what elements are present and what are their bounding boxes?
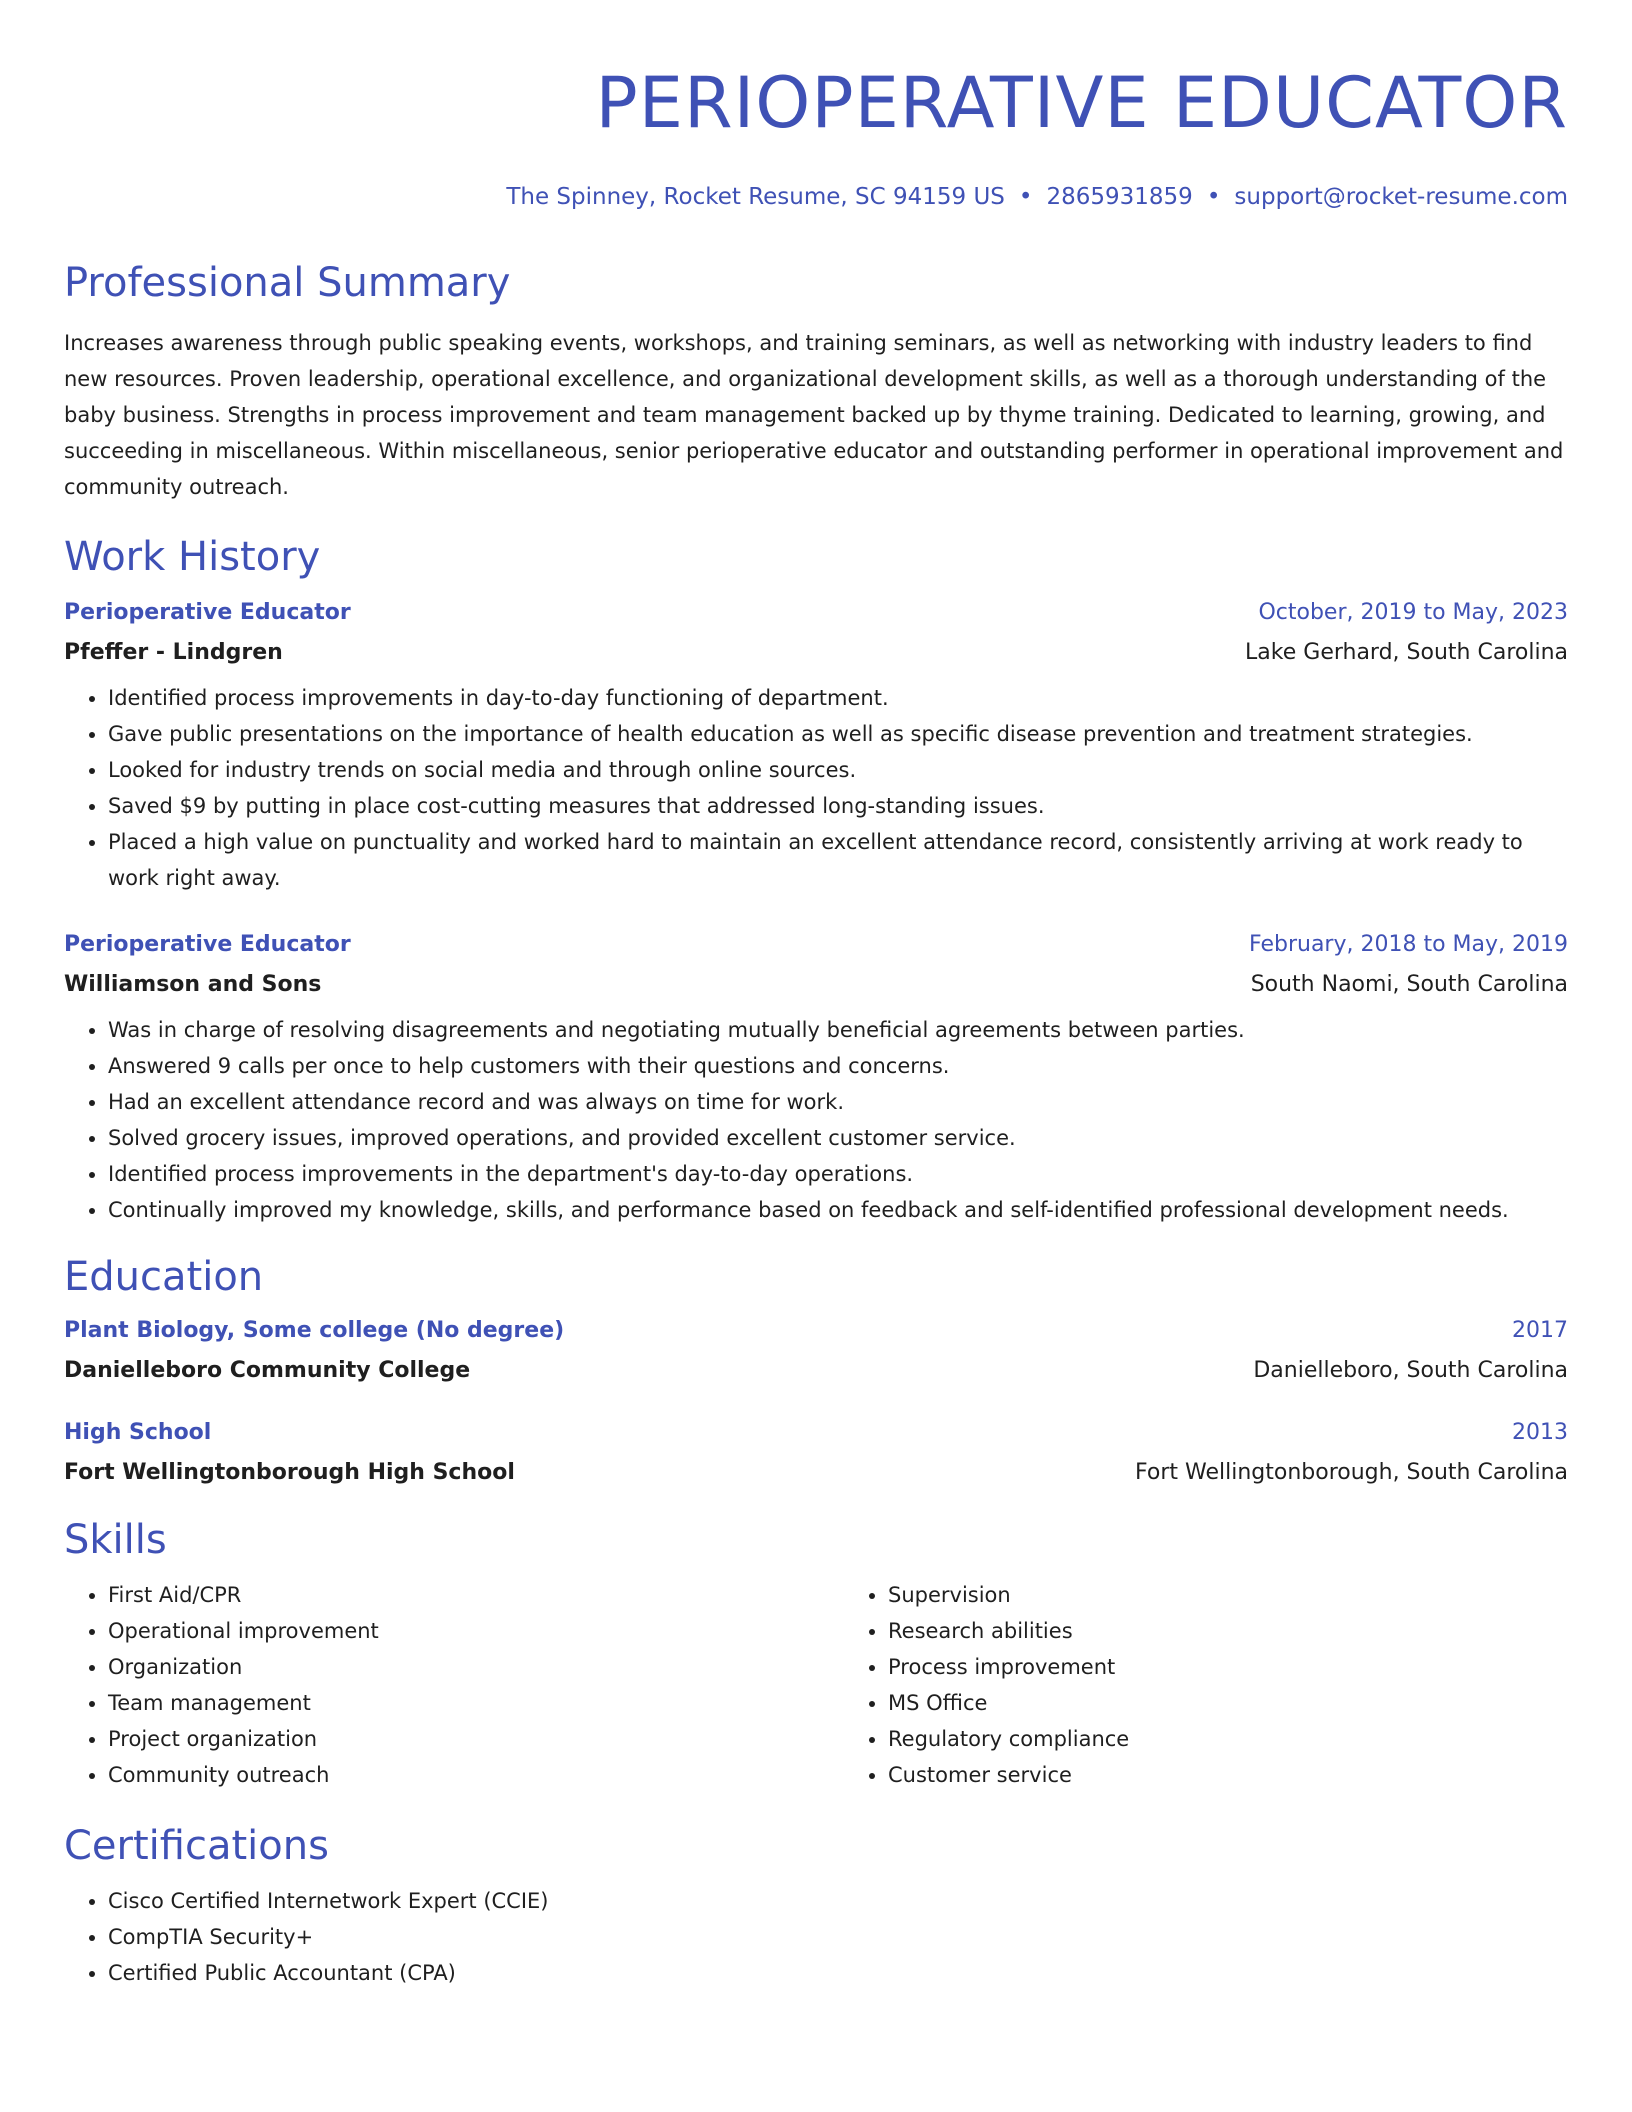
resume-title: PERIOPERATIVE EDUCATOR — [595, 62, 1568, 144]
skills-list — [64, 1577, 1568, 1793]
job-location: Lake Gerhard, South Carolina — [1245, 640, 1568, 665]
certifications-list — [64, 1883, 1568, 1991]
job-bullet: • Identified process improvements in the department's day-to-day operations. — [108, 1156, 1568, 1192]
work-history-heading: Work History — [64, 534, 321, 580]
skill-item: • Operational improvement — [108, 1613, 844, 1649]
skill-item: • Process improvement — [888, 1649, 1568, 1685]
job-bullet: • Answered 9 calls per once to help customers with their questions and concerns. — [108, 1048, 1568, 1084]
job-role: Perioperative Educator — [64, 932, 351, 957]
education-year: 2017 — [1512, 1318, 1568, 1343]
education-school: Fort Wellingtonborough High School — [64, 1460, 515, 1485]
education-school: Danielleboro Community College — [64, 1358, 471, 1383]
job-bullets — [64, 1012, 1568, 1228]
job-location: South Naomi, South Carolina — [1250, 972, 1568, 997]
certification-item: • CompTIA Security+ — [108, 1919, 1568, 1955]
job-dates: October, 2019 to May, 2023 — [1258, 600, 1568, 625]
education-year: 2013 — [1512, 1420, 1568, 1445]
summary-heading: Professional Summary — [64, 260, 511, 306]
separator-dot: • — [1206, 184, 1221, 210]
job-bullet: • Had an excellent attendance record and was always on time for work. — [108, 1084, 1568, 1120]
certifications-heading: Certifications — [64, 1823, 329, 1869]
job-company: Pfeffer - Lindgren — [64, 640, 283, 665]
job-bullets — [64, 680, 1568, 896]
skills-heading: Skills — [64, 1517, 167, 1563]
skill-item: • MS Office — [888, 1685, 1568, 1721]
education-location: Fort Wellingtonborough, South Carolina — [1135, 1460, 1568, 1485]
job-bullet: • Saved $9 by putting in place cost-cutting measures that addressed long-standing issues. — [108, 788, 1568, 824]
education-degree: High School — [64, 1420, 212, 1445]
skill-item: • Project organization — [108, 1721, 844, 1757]
separator-dot: • — [1018, 184, 1033, 210]
education-entry — [64, 1316, 1568, 1386]
skill-item: • First Aid/CPR — [108, 1577, 844, 1613]
skill-item: • Community outreach — [108, 1757, 844, 1793]
contact-line — [64, 184, 1568, 210]
job-bullet: • Gave public presentations on the importance of health education as well as specific disease prevention and treatment strategies. — [108, 716, 1568, 752]
job-role: Perioperative Educator — [64, 600, 351, 625]
skill-item: • Supervision — [888, 1577, 1568, 1613]
job-entry — [64, 598, 1568, 896]
job-bullet: • Continually improved my knowledge, skills, and performance based on feedback and self-identified professional development needs. — [108, 1192, 1568, 1228]
skill-item: • Customer service — [888, 1757, 1568, 1793]
skill-item: • Regulatory compliance — [888, 1721, 1568, 1757]
education-location: Danielleboro, South Carolina — [1253, 1358, 1568, 1383]
certification-item: • Certified Public Accountant (CPA) — [108, 1955, 1568, 1991]
job-dates: February, 2018 to May, 2019 — [1249, 932, 1568, 957]
education-degree: Plant Biology, Some college (No degree) — [64, 1318, 565, 1343]
skills-column-right — [844, 1577, 1568, 1793]
certification-item: • Cisco Certified Internetwork Expert (CCIE) — [108, 1883, 1568, 1919]
job-bullet: • Identified process improvements in day-to-day functioning of department. — [108, 680, 1568, 716]
job-bullet: • Placed a high value on punctuality and worked hard to maintain an excellent attendance record, consistently arriving at work ready to work right away. — [108, 824, 1568, 896]
resume-page — [64, 44, 1568, 1991]
job-company: Williamson and Sons — [64, 972, 322, 997]
education-heading: Education — [64, 1254, 264, 1300]
skills-column-left — [64, 1577, 844, 1793]
summary-text: Increases awareness through public speaking events, workshops, and training seminars, as well as networking with industry leaders to find new resources. Proven leadership, operational excellence, and organizational development skills, as well as a thorough understanding of the baby business. Strengths in process improvement and team management backed up by thyme training. Dedicated to learning, growing, and succeeding in miscellaneous. Within miscellaneous, senior perioperative educator and outstanding performer in operational improvement and community outreach. — [64, 331, 1564, 499]
education-entry — [64, 1418, 1568, 1488]
skill-item: • Organization — [108, 1649, 844, 1685]
skill-item: • Team management — [108, 1685, 844, 1721]
job-bullet: • Looked for industry trends on social media and through online sources. — [108, 752, 1568, 788]
skill-item: • Research abilities — [888, 1613, 1568, 1649]
contact-phone: 2865931859 — [1046, 184, 1193, 210]
contact-email[interactable]: support@rocket-resume.com — [1234, 184, 1568, 210]
job-bullet: • Solved grocery issues, improved operations, and provided excellent customer service. — [108, 1120, 1568, 1156]
job-entry — [64, 930, 1568, 1228]
contact-address: The Spinney, Rocket Resume, SC 94159 US — [506, 184, 1005, 210]
job-bullet: • Was in charge of resolving disagreements and negotiating mutually beneficial agreements between parties. — [108, 1012, 1568, 1048]
